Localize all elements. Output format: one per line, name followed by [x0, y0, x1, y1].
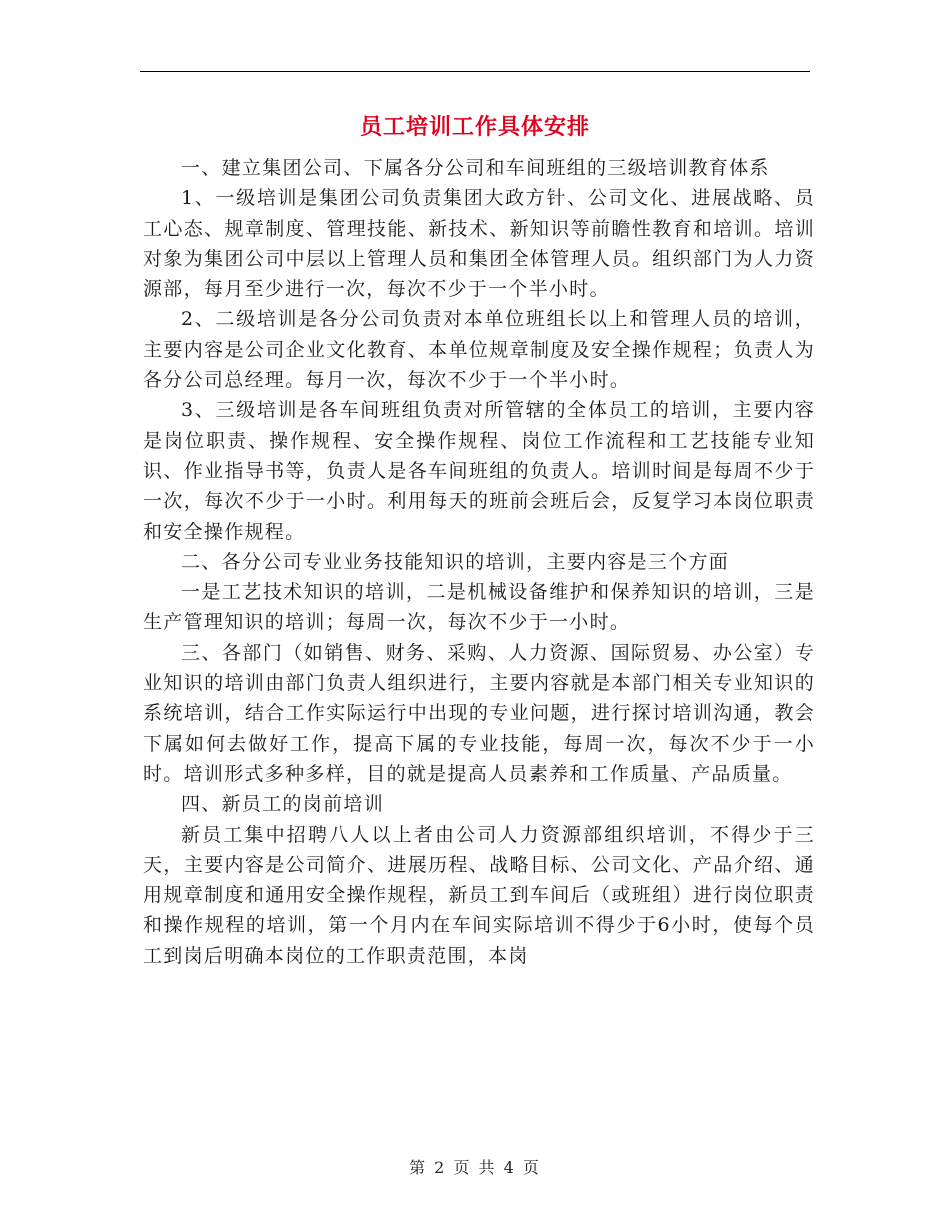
- paragraph-level-2-training: 2、二级培训是各分公司负责对本单位班组长以上和管理人员的培训，主要内容是公司企业文化教育、本单位规章制度及安全操作规程；负责人为各分公司总经理。每月一次，每次不少于一个半小时。: [143, 308, 815, 392]
- document-body: [143, 153, 815, 971]
- paragraph-section-2-content: 一是工艺技术知识的培训，二是机械设备维护和保养知识的培训，三是生产管理知识的培训；每周一次，每次不少于一小时。: [143, 581, 815, 634]
- paragraph-section-4-heading: 四、新员工的岗前培训: [181, 793, 385, 816]
- paragraph-level-1-training: 1、一级培训是集团公司负责集团大政方针、公司文化、进展战略、员工心态、规章制度、管理技能、新技术、新知识等前瞻性教育和培训。培训对象为集团公司中层以上管理人员和集团全体管理人员。组织部门为人力资源部，每月至少进行一次，每次不少于一个半小时。: [143, 187, 815, 301]
- header-rule: [140, 71, 810, 72]
- paragraph-section-4-content: 新员工集中招聘八人以上者由公司人力资源部组织培训，不得少于三天，主要内容是公司简介、进展历程、战略目标、公司文化、产品介绍、通用规章制度和通用安全操作规程，新员工到车间后（或班组）进行岗位职责和操作规程的培训，第一个月内在车间实际培训不得少于6小时，使每个员工到岗后明确本岗位的工作职责范围，本岗: [143, 823, 815, 967]
- paragraph-section-3: 三、各部门（如销售、财务、采购、人力资源、国际贸易、办公室）专业知识的培训由部门负责人组织进行，主要内容就是本部门相关专业知识的系统培训，结合工作实际运行中出现的专业问题，进行探讨培训沟通，教会下属如何去做好工作，提高下属的专业技能，每周一次，每次不少于一小时。培训形式多种多样，目的就是提高人员素养和工作质量、产品质量。: [143, 641, 815, 785]
- document-title: 员工培训工作具体安排: [359, 114, 590, 140]
- paragraph-section-2-heading: 二、各分公司专业业务技能知识的培训，主要内容是三个方面: [181, 550, 730, 573]
- page-number-footer: 第 2 页 共 4 页: [409, 1158, 541, 1177]
- paragraph-section-1-heading: 一、建立集团公司、下属各分公司和车间班组的三级培训教育体系: [181, 157, 770, 179]
- paragraph-level-3-training: 3、三级培训是各车间班组负责对所管辖的全体员工的培训，主要内容是岗位职责、操作规程、安全操作规程、岗位工作流程和工艺技能专业知识、作业指导书等，负责人是各车间班组的负责人。培训时间是每周不少于一次，每次不少于一小时。利用每天的班前会班后会，反复学习本岗位职责和安全操作规程。: [143, 399, 815, 543]
